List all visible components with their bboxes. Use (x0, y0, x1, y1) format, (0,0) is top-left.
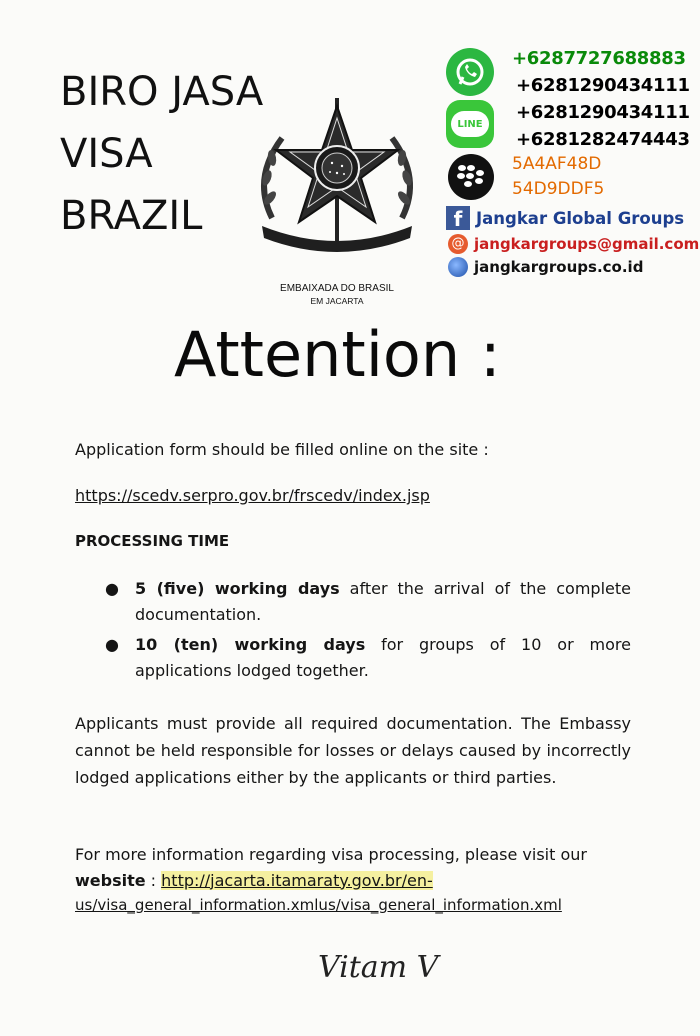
brazil-emblem-icon (242, 98, 432, 258)
emblem-caption (262, 283, 412, 306)
bullet-1-bold: 5 (five) working days (135, 579, 340, 598)
bullet-1-text: after the arrival of the complete documentation. (135, 579, 631, 624)
email-icon: @ (448, 234, 468, 254)
website-row (448, 257, 643, 277)
more-info-text: For more information regarding visa processing, please visit our (75, 845, 587, 864)
bullet-icon: ● (105, 579, 119, 598)
title-line-1: BIRO JASA (60, 69, 264, 115)
line-icon (446, 100, 494, 148)
embassy-website-link[interactable]: http://jacarta.itamaraty.gov.br/en- (161, 870, 433, 890)
phone-number-2: +6281290434111 (516, 75, 690, 96)
list-item (75, 576, 631, 627)
bullet-2-bold: 10 (ten) working days (135, 635, 366, 655)
line-icon-label: LINE (457, 118, 483, 130)
embassy-city: EM JACARTA (310, 295, 364, 306)
title-line-3: BRAZIL (60, 193, 203, 239)
email-row (448, 234, 699, 254)
website-separator: : (145, 870, 162, 890)
phone-number-4: +6281282474443 (516, 129, 690, 150)
bbm-icon (448, 154, 494, 200)
processing-list (75, 576, 631, 683)
coat-of-arms-emblem (242, 98, 432, 258)
website-line (75, 868, 635, 894)
facebook-name: Jangkar Global Groups (476, 208, 685, 228)
embassy-website-link-continued[interactable]: us/visa_general_information.xmlus/visa_general_information.xml (75, 896, 562, 915)
website-address: jangkargroups.co.id (474, 258, 644, 276)
bullet-icon: ● (105, 635, 119, 655)
bbm-pin-1: 5A4AF48D (512, 154, 602, 174)
whatsapp-icon (446, 48, 494, 96)
bullet-2-text: for groups of 10 or more applications lodged together. (135, 635, 631, 680)
more-info-block (75, 842, 635, 917)
bbm-pin-2: 54D9DDF5 (512, 179, 605, 199)
application-form-link[interactable]: https://scedv.serpro.gov.br/frscedv/index.jsp (75, 486, 430, 505)
facebook-row (446, 206, 684, 230)
globe-icon (448, 257, 468, 277)
contact-panel (444, 44, 700, 284)
list-item (75, 632, 631, 683)
handwritten-signature: Vitam V (318, 950, 439, 985)
phone-number-3: +6281290434111 (516, 102, 690, 123)
intro-text: Application form should be filled online on the site : (75, 440, 489, 459)
embassy-name: EMBAIXADA DO BRASIL (280, 283, 394, 294)
processing-time-heading: PROCESSING TIME (75, 532, 230, 550)
page-title: Attention : (174, 318, 501, 391)
disclaimer-text: Applicants must provide all required documentation. The Embassy cannot be held responsible for losses or delays caused by incorrectly lodged applications either by the applicants or third parties. (75, 714, 631, 788)
facebook-icon: f (446, 206, 470, 230)
header-title (60, 69, 264, 239)
phone-number-1: +6287727688883 (512, 48, 686, 69)
email-address: jangkargroups@gmail.com (474, 235, 700, 253)
website-label: website (75, 870, 146, 890)
title-line-2: VISA (60, 131, 153, 177)
